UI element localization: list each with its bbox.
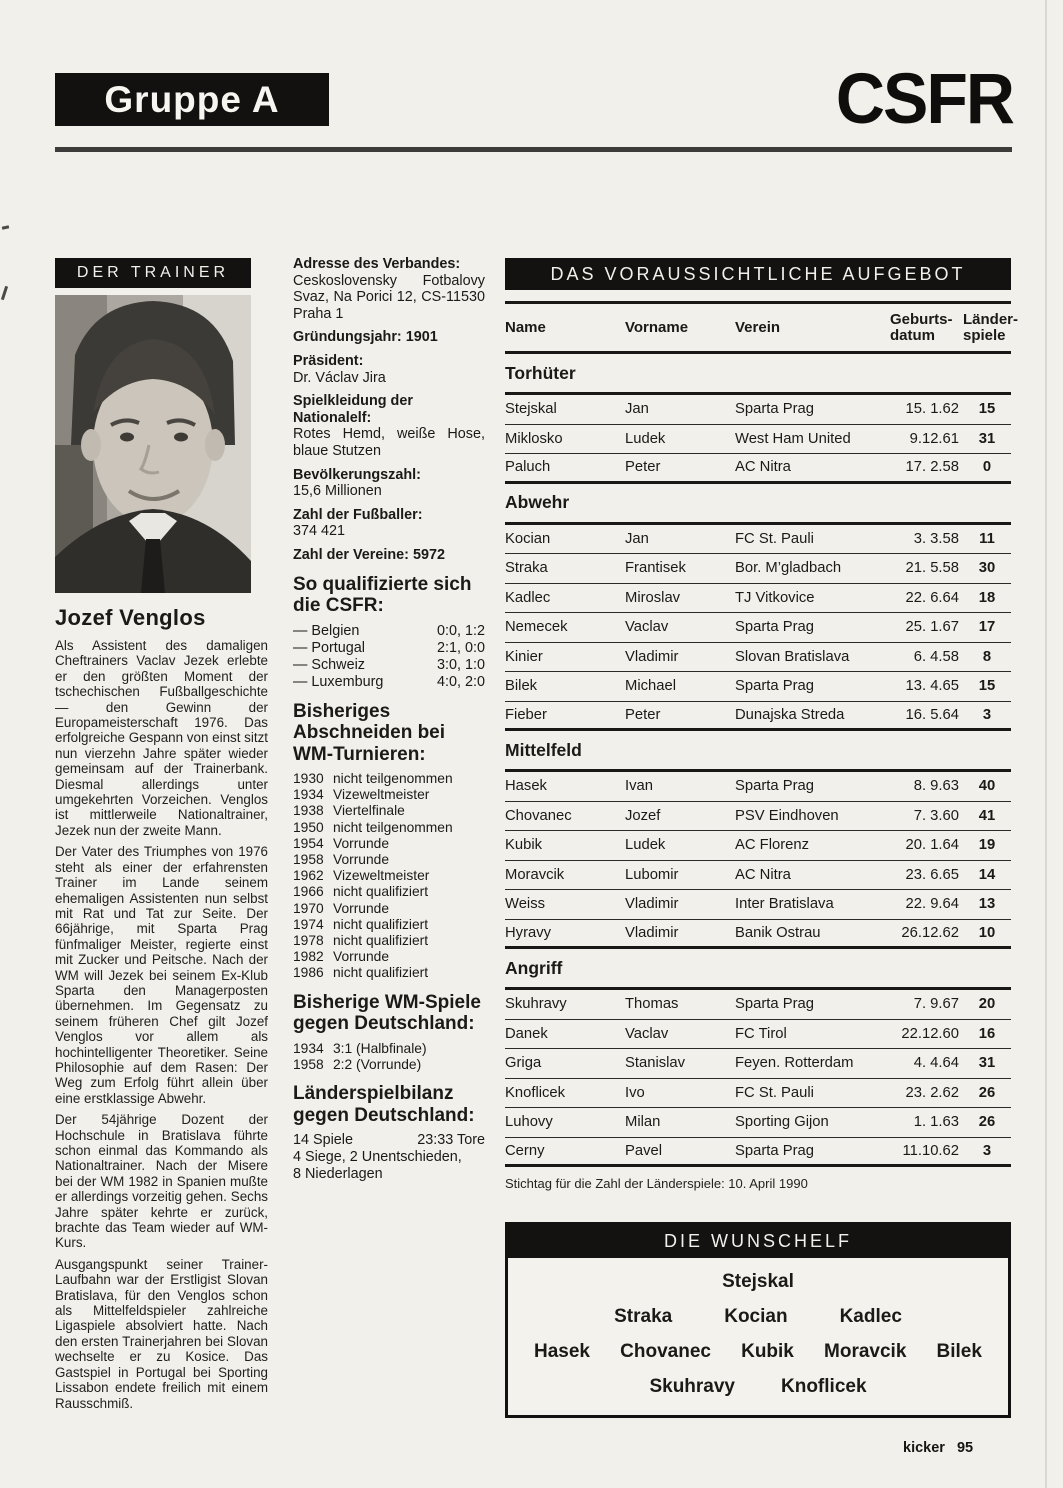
trainer-column [55, 258, 268, 1417]
wunschelf-box [505, 1222, 1011, 1418]
year: 1962 [293, 868, 324, 884]
year: 1934 [293, 787, 324, 803]
table-row: Fieber Peter Dunajska Streda 16. 5.64 3 [505, 702, 1011, 732]
fact-value: Dr. Václav Jira [293, 369, 386, 386]
score: 0:0, 1:2 [436, 622, 485, 639]
year: 1950 [293, 819, 324, 835]
wm-history-row [293, 901, 485, 917]
group-label-box [55, 73, 329, 126]
table-row: Luhovy Milan Sporting Gijon 1. 1.63 26 [505, 1108, 1011, 1138]
table-header-row [505, 304, 1019, 354]
column-header-name: Name [505, 319, 546, 336]
qualification-row [293, 674, 485, 691]
wm-history-row [293, 787, 485, 803]
bilanz-row [293, 1132, 485, 1149]
bilanz-title: Länderspielbilanz gegen Deutschland: [293, 1083, 475, 1126]
qualification-row [293, 640, 485, 657]
player-name: Chovanec [620, 1341, 711, 1363]
facts-column [293, 256, 485, 1183]
wm-history-row [293, 771, 485, 787]
formation-row-goalkeeper [508, 1271, 1008, 1293]
formation [508, 1258, 1008, 1415]
fact-label: Gründungsjahr: [293, 329, 402, 346]
fact-value: Ceskoslovensky Fotbalovy Svaz, Na Porici 12, CS-11530 Praha 1 [293, 272, 485, 322]
fact-item [293, 547, 485, 564]
column-header-vorname: Vorname [625, 319, 689, 336]
year: 1938 [293, 803, 324, 819]
bio-paragraph: Der 54jährige Dozent der Hochschule in Bratislava führte schon einmal das Kommando als Nationaltrainer. Nach der Misere bei der WM 1982 in Spanien mußte er allerdings vorzeitig gehen. Sechs Jahre später kehrte er zurück, brachte das Team wieder auf WM-Kurs. [55, 1112, 268, 1251]
result: Vorrunde [333, 835, 389, 851]
result: Vorrunde [333, 852, 389, 868]
result: nicht qualifiziert [333, 916, 429, 932]
year: 1934 [293, 1040, 324, 1056]
column-header-laenderspiele: Länder- spiele [963, 310, 1019, 344]
fact-value: Rotes Hemd, weiße Hose, blaue Stutzen [293, 426, 485, 459]
player-name: Moravcik [824, 1341, 907, 1363]
fact-label: Adresse des Verbandes: [293, 256, 461, 272]
fact-value: 374 421 [293, 523, 346, 540]
trainer-bio [55, 638, 268, 1411]
table-row: Nemecek Vaclav Sparta Prag 25. 1.67 17 [505, 613, 1011, 643]
table-row: Chovanec Jozef PSV Eindhoven 7. 3.60 41 [505, 802, 1011, 832]
year: 1930 [293, 771, 324, 786]
opponent: — Portugal [293, 639, 365, 656]
table-row: Skuhravy Thomas Sparta Prag 7. 9.67 20 [505, 990, 1011, 1020]
year: 1966 [293, 884, 324, 900]
wm-history-row [293, 803, 485, 819]
wunschelf-header: DIE WUNSCHELF [508, 1225, 1008, 1258]
result: Vorrunde [333, 900, 389, 916]
result: Vizeweltmeister [333, 787, 430, 803]
scan-edge-line [1045, 0, 1047, 1488]
player-name: Kubik [741, 1341, 794, 1363]
squad-section-header: DAS VORAUSSICHTLICHE AUFGEBOT [505, 258, 1011, 290]
table-row: Miklosko Ludek West Ham United 9.12.61 31 [505, 425, 1011, 455]
qualification-title: So qualifizierte sich die CSFR: [293, 573, 472, 616]
year: 1958 [293, 852, 324, 868]
player-name: Straka [614, 1305, 673, 1327]
wm-history-row [293, 836, 485, 852]
wm-germany-title: Bisherige WM-Spiele gegen Deutschland: [293, 991, 481, 1035]
opponent: — Schweiz [293, 656, 365, 673]
player-name: Bilek [936, 1341, 982, 1363]
wm-history-row [293, 820, 485, 836]
fact-label: Spielkleidung der Nationalelf: [293, 393, 413, 426]
wm-history-row [293, 965, 485, 981]
column-header-verein: Verein [735, 319, 781, 336]
bilanz-games: 14 Spiele [293, 1132, 354, 1149]
result: Viertelfinale [333, 803, 405, 819]
country-title: CSFR [835, 59, 1013, 139]
wm-history-row [293, 884, 485, 900]
year: 1954 [293, 835, 324, 851]
year: 1982 [293, 949, 324, 965]
wm-history-title: Bisheriges Abschneiden bei WM-Turnieren: [293, 700, 446, 765]
player-name: Knoflicek [781, 1376, 867, 1398]
table-row: Knoflicek Ivo FC St. Pauli 23. 2.62 26 [505, 1079, 1011, 1109]
opponent: — Belgien [293, 622, 360, 639]
bilanz-line: 4 Siege, 2 Unentschieden, [293, 1149, 462, 1166]
qualification-row [293, 623, 485, 640]
result: nicht qualifiziert [333, 965, 429, 981]
formation-row-defense [508, 1306, 1008, 1328]
result: nicht teilgenommen [333, 771, 453, 786]
wm-history-row [293, 868, 485, 884]
result: 3:1 (Halbfinale) [333, 1040, 427, 1056]
table-row: Weiss Vladimir Inter Bratislava 22. 9.64 13 [505, 890, 1011, 920]
result: nicht qualifiziert [333, 884, 429, 900]
year: 1978 [293, 933, 324, 949]
fact-item [293, 467, 485, 500]
player-name: Hasek [534, 1341, 590, 1363]
bio-paragraph: Der Vater des Triumphes von 1976 steht als einer der erfahrensten Trainer im Lande seinem ehemaligen Assistenten nun selbst mit Rat und Tat zur Seite. Der 66jährige, mit Sparta Prag fünfmaliger Meister, regierte einst mit Zucker und Peitsche. Nach der WM will Jezek bei seinem Ex-Klub Sparta den Managerposten übernehmen. Im Gegensatz zu seinem früheren Chef gilt Jozef Venglos vor allem als hochintelligenter Theoretiker. Seine Philosophie auf dem Rasen: Der Weg zum Erfolg führt allein über eine erstklassige Abwehr. [55, 844, 268, 1106]
table-row: Kubik Ludek AC Florenz 20. 1.64 19 [505, 831, 1011, 861]
bio-paragraph: Als Assistent des damaligen Cheftrainers Vaclav Jezek erlebte er den größten Moment der tschechischen Fußballgeschichte — den Gewinn der Europameisterschaft 1976. Das erfolgreiche Gespann von einst sitzt nun vierzehn Jahre später wieder gemeinsam auf der Trainerbank. Diesmal allerdings unter umgekehrten Vorzeichen. Venglos ist mittlerweile Nationaltrainer, Jezek nun der zweite Mann. [55, 638, 268, 838]
fact-label: Zahl der Fußballer: [293, 506, 423, 523]
bio-paragraph: Ausgangspunkt seiner Trainer-Laufbahn war der Erstligist Slovan Bratislava, für den Venglos schon als Mittelfeldspieler zahlreiche Ligaspiele absolviert hatte. Nach den ersten Trainerjahren bei Slovan wechselte er zu Kosice. Das Gastspiel in Portugal bei Sporting Lissabon endete freilich mit einem Rausschmiß. [55, 1256, 268, 1411]
section-title-angriff: Angriff [505, 949, 1011, 990]
fact-value: 5972 [412, 546, 445, 563]
bilanz-goals: 23:33 Tore [417, 1132, 485, 1149]
player-name: Stejskal [722, 1270, 794, 1292]
page-number: 95 [956, 1440, 974, 1456]
fact-item [293, 353, 485, 386]
trainer-name: Jozef Venglos [55, 605, 206, 630]
trainer-photo [55, 295, 251, 593]
scan-artifact [1, 286, 8, 300]
fact-item [293, 507, 485, 540]
wm-history-row [293, 933, 485, 949]
fact-item [293, 329, 485, 346]
table-row: Danek Vaclav FC Tirol 22.12.60 16 [505, 1020, 1011, 1050]
player-name: Kocian [724, 1305, 788, 1327]
result: Vorrunde [333, 949, 389, 965]
player-name: Skuhravy [649, 1376, 735, 1398]
table-row: Griga Stanislav Feyen. Rotterdam 4. 4.64 31 [505, 1049, 1011, 1079]
result: Vizeweltmeister [333, 868, 430, 884]
table-row: Hasek Ivan Sparta Prag 8. 9.63 40 [505, 772, 1011, 802]
fact-label: Bevölkerungszahl: [293, 466, 421, 483]
table-row: Straka Frantisek Bor. M’gladbach 21. 5.58 30 [505, 554, 1011, 584]
result: nicht qualifiziert [333, 933, 429, 949]
table-row: Kinier Vladimir Slovan Bratislava 6. 4.58 8 [505, 643, 1011, 673]
fact-item [293, 256, 485, 322]
result: 2:2 (Vorrunde) [333, 1056, 422, 1072]
brand-name: kicker [903, 1440, 945, 1456]
fact-label: Zahl der Vereine: [293, 546, 409, 563]
formation-row-attack [508, 1376, 1008, 1398]
table-row: Bilek Michael Sparta Prag 13. 4.65 15 [505, 672, 1011, 702]
bilanz-line: 8 Niederlagen [293, 1166, 383, 1183]
section-title-torhueter: Torhüter [505, 354, 1011, 395]
year: 1958 [293, 1056, 324, 1072]
year: 1974 [293, 916, 324, 932]
section-title-abwehr: Abwehr [505, 484, 1011, 525]
score: 3:0, 1:0 [436, 656, 485, 673]
section-title-mittelfeld: Mittelfeld [505, 731, 1011, 772]
fact-label: Präsident: [293, 352, 364, 369]
table-row: Cerny Pavel Sparta Prag 11.10.62 3 [505, 1138, 1011, 1168]
masthead-rule [55, 147, 1012, 152]
scan-artifact [2, 225, 9, 229]
wm-history-row [293, 949, 485, 965]
qualification-row [293, 657, 485, 674]
table-row: Kadlec Miroslav TJ Vitkovice 22. 6.64 18 [505, 584, 1011, 614]
table-row: Hyravy Vladimir Banik Ostrau 26.12.62 10 [505, 920, 1011, 950]
formation-row-midfield [508, 1341, 1008, 1363]
trainer-section-header: DER TRAINER [55, 258, 251, 288]
table-row: Paluch Peter AC Nitra 17. 2.58 0 [505, 454, 1011, 484]
table-row: Moravcik Lubomir AC Nitra 23. 6.65 14 [505, 861, 1011, 891]
fact-item [293, 393, 485, 459]
table-row: Kocian Jan FC St. Pauli 3. 3.58 11 [505, 525, 1011, 555]
year: 1970 [293, 900, 324, 916]
score: 4:0, 2:0 [436, 673, 485, 690]
wm-history-row [293, 917, 485, 933]
group-label: Gruppe A [104, 78, 280, 120]
wm-germany-row [293, 1041, 485, 1057]
year: 1986 [293, 965, 324, 981]
player-name: Kadlec [839, 1305, 902, 1327]
score: 2:1, 0:0 [436, 639, 485, 656]
column-header-geburtsdatum: Geburts- datum [890, 310, 953, 344]
trainer-portrait-illustration [55, 295, 251, 593]
squad-column [505, 258, 1019, 1191]
squad-table [505, 301, 1019, 1167]
page-footer [903, 1440, 973, 1456]
result: nicht teilgenommen [333, 819, 453, 835]
wm-germany-row [293, 1057, 485, 1073]
fact-value: 1901 [405, 329, 438, 346]
table-row: Stejskal Jan Sparta Prag 15. 1.62 15 [505, 395, 1011, 425]
fact-value: 15,6 Millionen [293, 483, 382, 500]
table-footnote: Stichtag für die Zahl der Länderspiele: 10. April 1990 [505, 1176, 808, 1191]
opponent: — Luxemburg [293, 673, 384, 690]
wm-history-row [293, 852, 485, 868]
